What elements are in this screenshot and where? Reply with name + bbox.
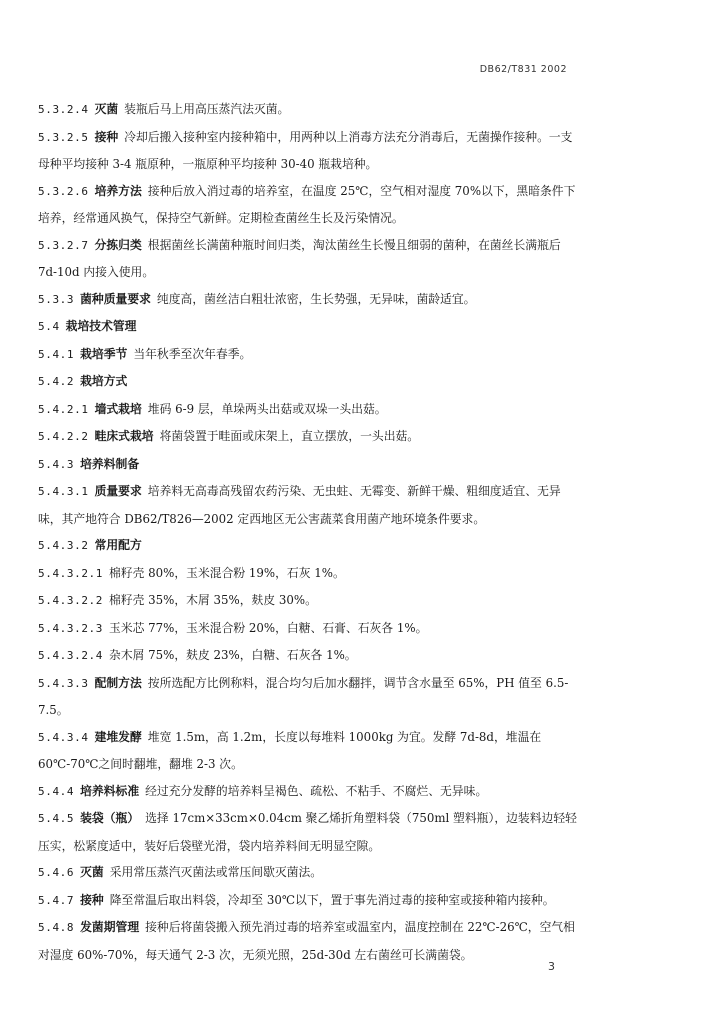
clause-number: 5.4.3.2.3 [38,621,104,635]
clause-heading: 栽培方式 [80,374,128,388]
clause-paragraph [38,642,583,670]
clause-paragraph [38,560,583,588]
clause-text: 按所选配方比例称料，混合均匀后加水翻拌，调节含水量至 65%，PH 值至 6.5-7.5。 [38,675,569,717]
clause-text: 将菌袋置于畦面或床架上，直立摆放，一头出菇。 [159,429,420,443]
clause-paragraph [38,532,583,560]
clause-paragraph [38,423,583,451]
clause-number: 5.4.2.1 [38,402,89,416]
clause-number: 5.4.3.1 [38,485,89,498]
clause-number: 5.4.8 [38,921,75,934]
clause-text: 采用常压蒸汽灭菌法或常压间歇灭菌法。 [109,865,323,879]
clause-number: 5.4.3.4 [38,730,89,744]
clause-paragraph [38,124,583,178]
clause-number: 5.3.2.6 [38,184,89,198]
clause-heading: 灭菌 [80,865,104,879]
clause-paragraph [38,286,583,314]
clause-paragraph [38,805,583,859]
clause-paragraph [38,859,583,887]
clause-text: 培养料无高毒高残留农药污染、无虫蛀、无霉变、新鲜干燥、粗细度适宜、无异味，其产地符合 DB62/T826—2002 定西地区无公害蔬菜食用菌产地环境条件要求。 [38,484,561,526]
clause-paragraph [38,451,583,479]
clause-heading: 培养方法 [94,183,142,198]
clause-heading: 栽培技术管理 [65,319,137,333]
clause-heading: 畦床式栽培 [94,429,154,443]
clause-paragraph [38,914,583,968]
clause-paragraph [38,313,583,341]
clause-text: 降至常温后取出料袋，冷却至 30℃以下，置于事先消过毒的接种室或接种箱内接种。 [109,892,555,907]
clause-paragraph [38,724,583,778]
clause-paragraph [38,615,583,643]
clause-paragraph [38,368,583,396]
clause-text: 冷却后搬入接种室内接种箱中，用两种以上消毒方法充分消毒后，无菌操作接种。一支母种平均接种 3-4 瓶原种，一瓶原种平均接种 30-40 瓶栽培种。 [38,129,573,171]
clause-paragraph [38,778,583,806]
clause-number: 5.3.2.4 [38,103,89,116]
clause-heading: 墙式栽培 [94,401,142,416]
clause-number: 5.4.3.2 [38,539,89,552]
clause-text: 棉籽壳 80%，玉米混合粉 19%，石灰 1%。 [109,565,345,580]
clause-text: 纯度高，菌丝洁白粗壮浓密，生长势强，无异味，菌龄适宜。 [156,291,476,306]
clause-text: 经过充分发酵的培养料呈褐色、疏松、不粘手、不腐烂、无异味。 [145,783,488,798]
clause-heading: 发菌期管理 [80,920,140,934]
clause-heading: 灭菌 [94,102,119,116]
clause-number: 5.3.3 [38,292,75,306]
page-number: 3 [548,960,555,973]
clause-number: 5.4.2.2 [38,430,89,443]
clause-number: 5.4.3.2.1 [38,566,104,580]
clause-paragraph [38,396,583,424]
clause-number: 5.3.2.7 [38,238,89,252]
clause-paragraph [38,178,583,232]
clause-heading: 接种 [94,129,119,144]
clause-number: 5.4.1 [38,347,75,361]
clause-number: 5.4.6 [38,866,75,879]
clause-text: 棉籽壳 35%，木屑 35%，麸皮 30%。 [109,593,317,607]
clause-text: 杂木屑 75%，麸皮 23%，白糖、石灰各 1%。 [109,648,357,662]
standard-code: DB62/T831 2002 [479,64,567,75]
clause-text: 堆码 6-9 层，单垛两头出菇或双垛一头出菇。 [147,401,387,416]
clause-heading: 质量要求 [94,484,142,498]
clause-paragraph [38,587,583,615]
clause-number: 5.4.3.2.4 [38,649,104,662]
clause-number: 5.4.3 [38,457,75,471]
clause-number: 5.4.3.2.2 [38,594,104,607]
clause-text: 当年秋季至次年春季。 [133,346,252,361]
clause-paragraph [38,96,583,124]
clause-heading: 菌种质量要求 [80,291,151,306]
clause-number: 5.4.7 [38,893,75,907]
clause-heading: 栽培季节 [80,346,128,361]
clause-number: 5.4.5 [38,812,75,825]
clause-heading: 接种 [80,892,104,907]
clause-number: 5.4.4 [38,784,75,798]
clause-text: 根据菌丝长满菌种瓶时间归类，淘汰菌丝生长慢且细弱的菌种，在菌丝长满瓶后 7d-10d 内接入使用。 [38,237,561,279]
clause-paragraph [38,887,583,915]
clause-paragraph [38,478,583,532]
clause-text: 接种后将菌袋搬入预先消过毒的培养室或温室内，温度控制在 22℃-26℃，空气相对湿度 60%-70%，每天通气 2-3 次，无须光照，25d-30d 左右菌丝可长满菌袋。 [38,920,575,962]
clause-number: 5.3.2.5 [38,130,89,144]
clause-paragraph [38,670,583,724]
clause-text: 选择 17cm×33cm×0.04cm 聚乙烯折角塑料袋（750ml 塑料瓶），边装料边轻轻压实，松紧度适中，装好后袋壁光滑，袋内培养料间无明显空隙。 [38,811,577,853]
clause-paragraph [38,341,583,369]
clause-heading: 配制方法 [94,675,142,690]
clause-heading: 建堆发酵 [94,729,142,744]
clause-number: 5.4 [38,320,60,333]
clause-heading: 培养料制备 [80,456,140,471]
clause-heading: 培养料标准 [80,783,140,798]
clause-heading: 分拣归类 [94,237,142,252]
clause-text: 装瓶后马上用高压蒸汽法灭菌。 [124,102,290,116]
clause-text: 接种后放入消过毒的培养室，在温度 25℃，空气相对湿度 70%以下，黑暗条件下培养，经常通风换气，保持空气新鲜。定期检查菌丝生长及污染情况。 [38,183,576,225]
clause-text: 玉米芯 77%，玉米混合粉 20%，白糖、石膏、石灰各 1%。 [109,620,428,635]
clause-number: 5.4.3.3 [38,676,89,690]
clause-heading: 装袋（瓶） [80,811,140,825]
clause-text: 堆宽 1.5m，高 1.2m，长度以每堆料 1000kg 为宜。发酵 7d-8d，堆温在 60℃-70℃之间时翻堆，翻堆 2-3 次。 [38,729,542,771]
document-body [38,96,583,968]
clause-number: 5.4.2 [38,375,75,388]
clause-heading: 常用配方 [94,538,142,552]
clause-paragraph [38,232,583,286]
